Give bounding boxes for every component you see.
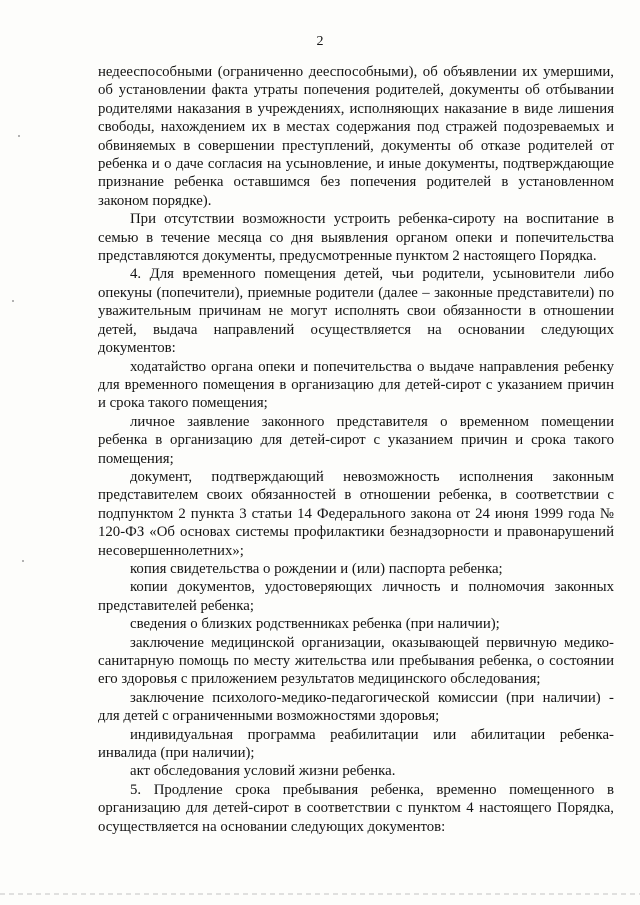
- list-item-living-conditions-act: акт обследования условий жизни ребенка.: [130, 763, 396, 780]
- paragraph-continuation: недееспособными (ограниченно дееспособными), об объявлении их умершими, об установлении факта утраты попечения родителей, документы об отбывании родителями наказания в учреждениях, исполняющих наказание в виде лишения свободы, нахождением их в местах содержания под стражей подозреваемых и обвиняемых в совершении преступлений, документы об отказе родителей от ребенка и о даче согласия на усыновление, и иные документы, подтверждающие признание ребенка оставшимся без попечения родителей в установленном законом порядке).: [98, 64, 614, 209]
- list-item-personal-application: личное заявление законного представителя о временном помещении ребенка в организацию для детей-сирот с указанием причин и срока такого помещения;: [98, 413, 614, 467]
- list-item-birth-certificate-copy: копия свидетельства о рождении и (или) паспорта ребенка;: [130, 560, 503, 577]
- paragraph-orphan-placement: При отсутствии возможности устроить ребенка-сироту на воспитание в семью в течение месяца со дня выявления органом опеки и попечительства представляются документы, предусмотренные пунктом 2 настоящего Порядка.: [98, 211, 614, 265]
- document-body: [98, 63, 614, 836]
- paragraph-item-4: 4. Для временного помещения детей, чьи родители, усыновители либо опекуны (попечители), приемные родители (далее – законные представители) по уважительным причинам не могут исполнять свои обязанности в отношении детей, выдача направлений осуществляется на основании следующих документов:: [98, 266, 614, 357]
- list-item-rehabilitation-program: индивидуальная программа реабилитации или абилитации ребенка-инвалида (при наличии);: [98, 726, 614, 762]
- list-item-relatives-info: сведения о близких родственниках ребенка (при наличии);: [130, 616, 500, 633]
- paragraph-item-5: 5. Продление срока пребывания ребенка, временно помещенного в организацию для детей-сирот в соответствии с пунктом 4 настоящего Порядка, осуществляется на основании следующих документов:: [98, 781, 614, 835]
- page-number: 2: [316, 34, 324, 49]
- scan-artifact-line: [0, 893, 640, 895]
- scan-speck: [22, 560, 24, 562]
- list-item-inability-document: документ, подтверждающий невозможность исполнения законным представителем своих обязанностей в отношении ребенка, в соответствии с подпунктом 2 пункта 3 статьи 14 Федерального закона от 24 июня 1999 года № 120-ФЗ «Об основах системы профилактики безнадзорности и правонарушений несовершеннолетних»;: [98, 468, 614, 559]
- list-item-guardianship-petition: ходатайство органа опеки и попечительства о выдаче направления ребенку для временного помещения в организацию для детей-сирот с указанием причин и срока такого помещения;: [98, 358, 614, 412]
- list-item-pmpk-report: заключение психолого-медико-педагогической комиссии (при наличии) - для детей с ограниченными возможностями здоровья;: [98, 689, 614, 725]
- list-item-identity-documents-copy: копии документов, удостоверяющих личность и полномочия законных представителей ребенка;: [98, 579, 614, 614]
- scan-speck: [12, 300, 14, 302]
- scan-speck: [18, 135, 20, 137]
- list-item-medical-report: заключение медицинской организации, оказывающей первичную медико-санитарную помощь по месту жительства или пребывания ребенка, о состоянии его здоровья с приложением результатов медицинского обследования;: [98, 634, 614, 688]
